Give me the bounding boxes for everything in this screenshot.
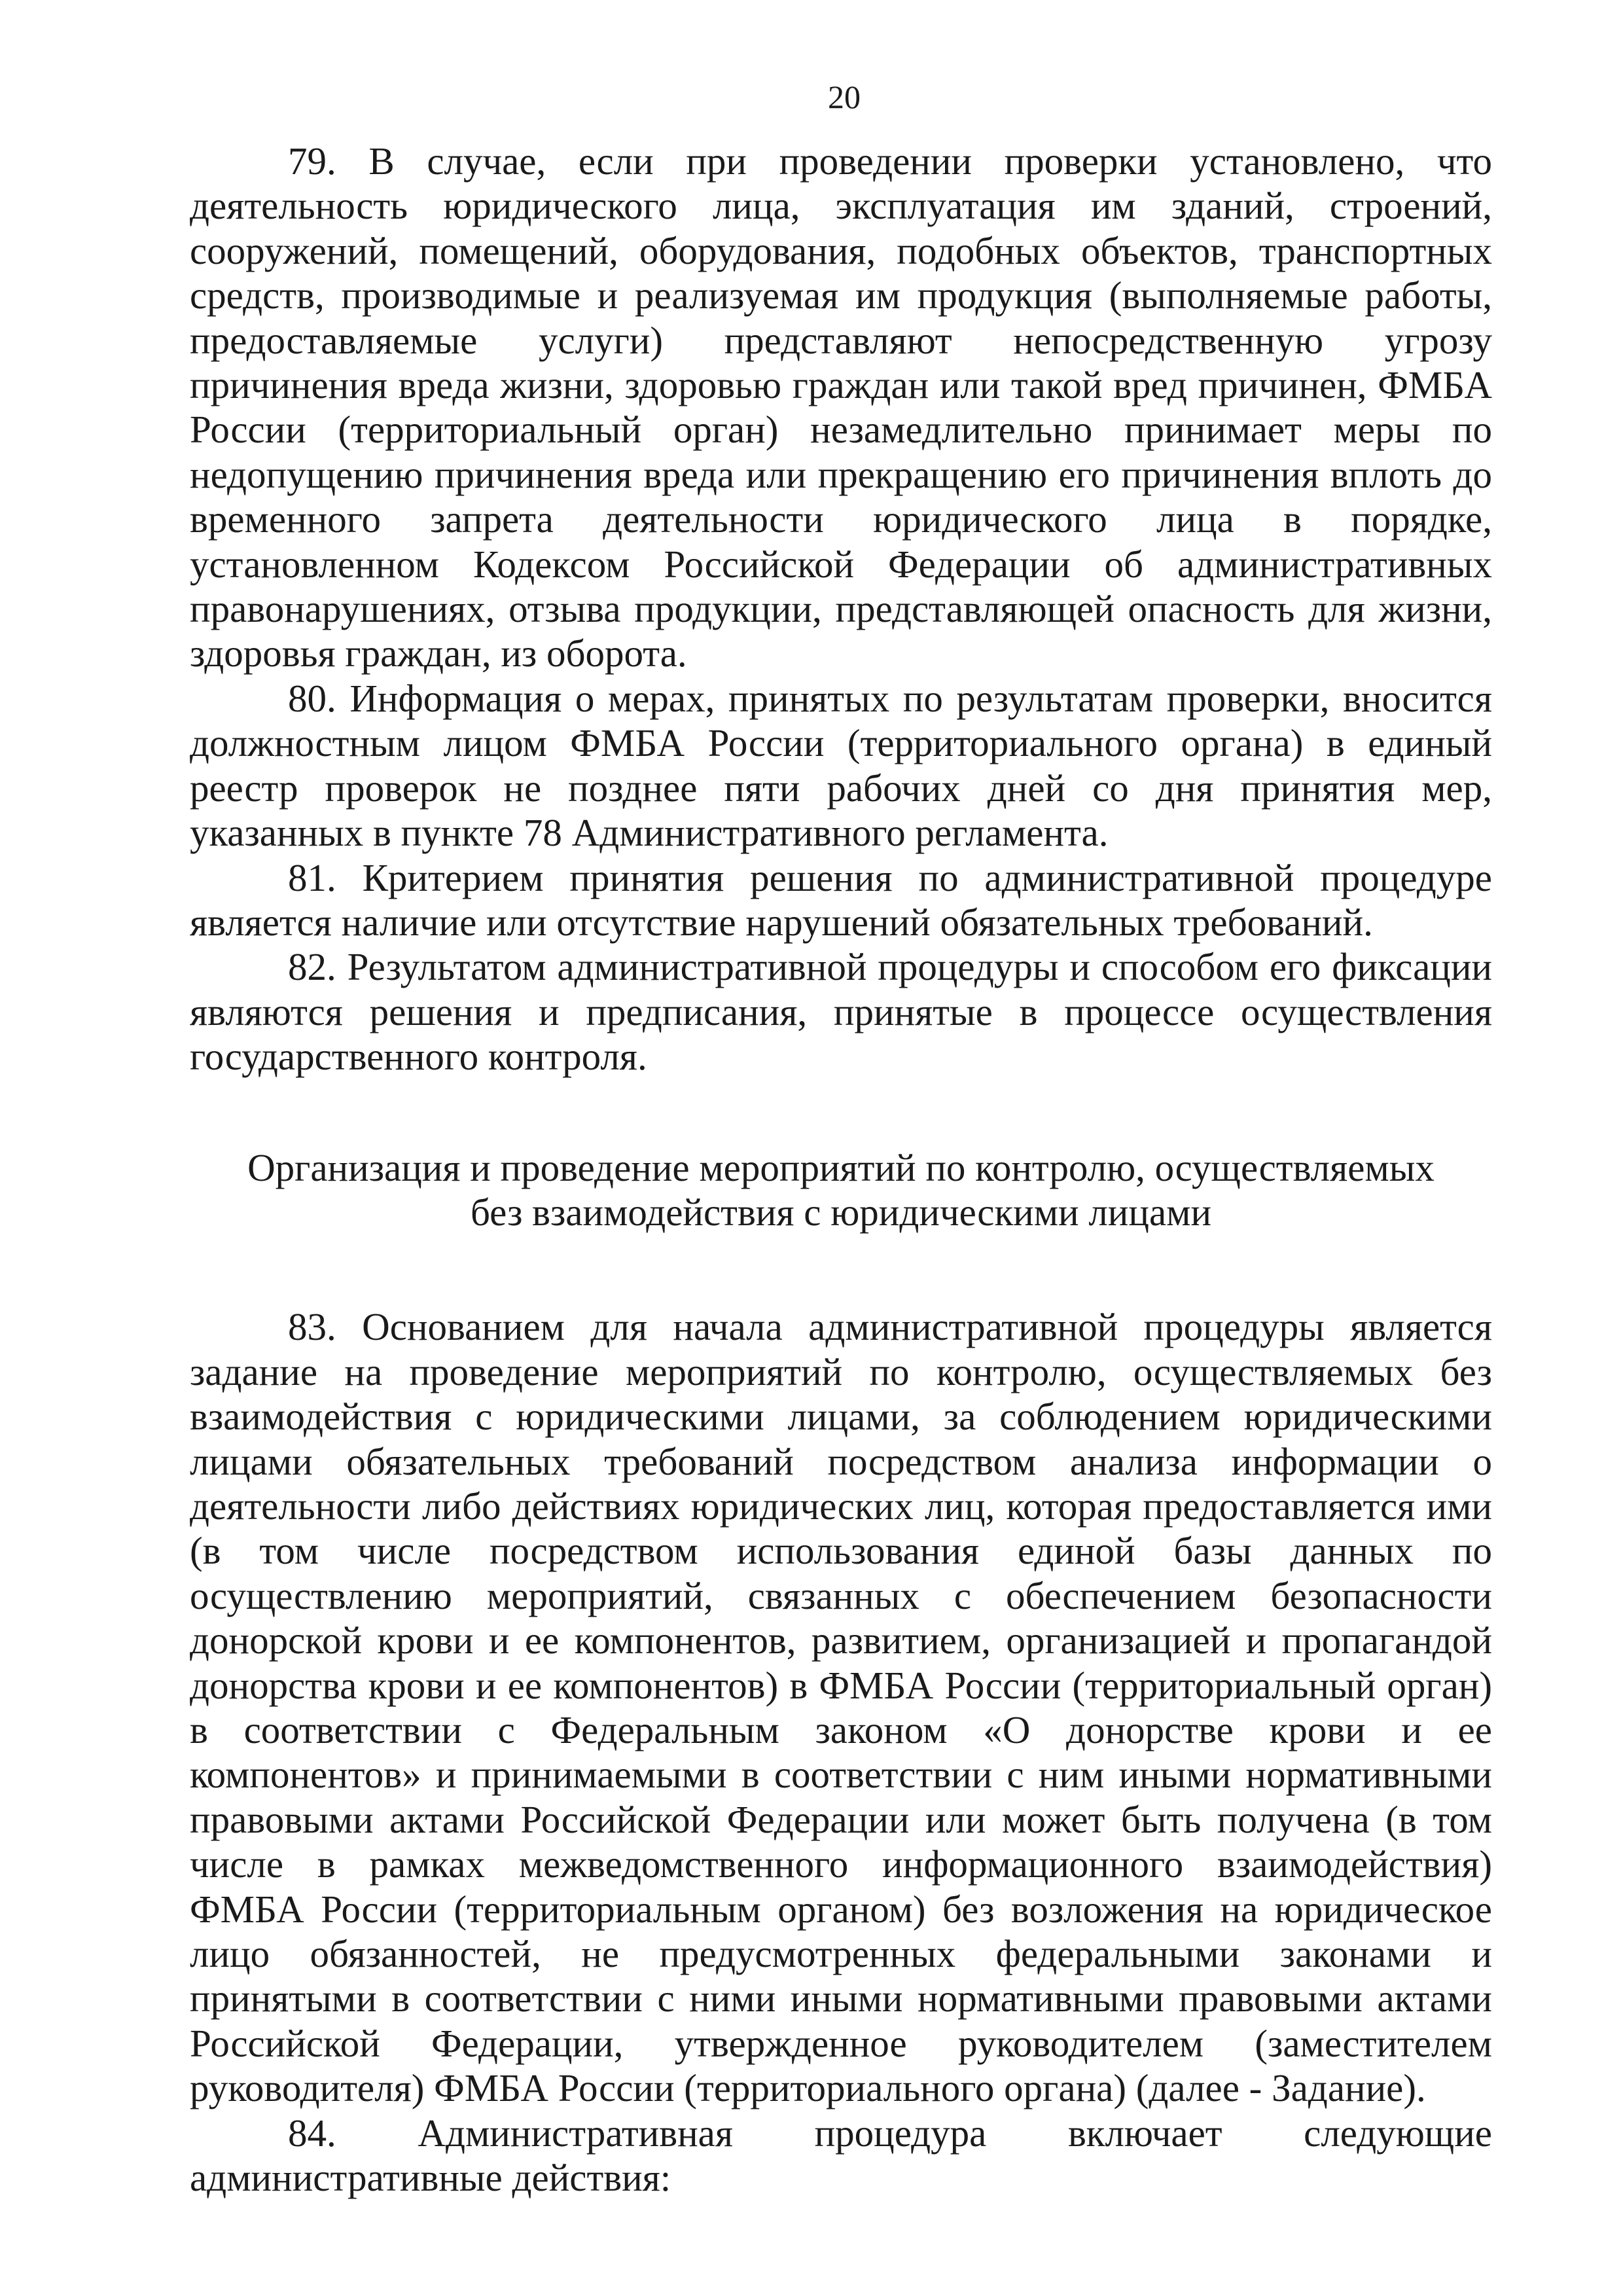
- paragraph-84: 84. Административная процедура включает следующие административные действия:: [190, 2111, 1492, 2200]
- paragraph-80: 80. Информация о мерах, принятых по результатам проверки, вносится должностным лицом ФМБА России (территориального органа) в единый реестр проверок не позднее пяти рабочих дней со дня принятия мер, указанных в пункте 78 Административного регламента.: [190, 676, 1492, 855]
- paragraph-82: 82. Результатом административной процедуры и способом его фиксации являются решения и предписания, принятые в процессе осуществления государственного контроля.: [190, 945, 1492, 1079]
- paragraph-81: 81. Критерием принятия решения по административной процедуре является наличие или отсутствие нарушений обязательных требований.: [190, 855, 1492, 944]
- page-number: 20: [828, 79, 861, 115]
- section-heading-line-2: без взаимодействия с юридическими лицами: [470, 1190, 1212, 1234]
- paragraph-79: 79. В случае, если при проведении проверки установлено, что деятельность юридического лица, эксплуатация им зданий, строений, сооружений, помещений, оборудования, подобных объектов, транспортных средств, производимые и реализуемая им продукция (выполняемые работы, предоставляемые услуги) представляют непосредственную угрозу причинения вреда жизни, здоровью граждан или такой вред причинен, ФМБА России (территориальный орган) незамедлительно принимает меры по недопущению причинения вреда или прекращению его причинения вплоть до временного запрета деятельности юридического лица в порядке, установленном Кодексом Российской Федерации об административных правонарушениях, отзыва продукции, представляющей опасность для жизни, здоровья граждан, из оборота.: [190, 139, 1492, 675]
- section-heading-line-1: Организация и проведение мероприятий по контролю, осуществляемых: [247, 1145, 1435, 1189]
- document-body: [190, 139, 1492, 2200]
- section-heading: [190, 1145, 1492, 1235]
- paragraph-83: 83. Основанием для начала административной процедуры является задание на проведение мероприятий по контролю, осуществляемых без взаимодействия с юридическими лицами, за соблюдением юридическими лицами обязательных требований посредством анализа информации о деятельности либо действиях юридических лиц, которая предоставляется ими (в том числе посредством использования единой базы данных по осуществлению мероприятий, связанных с обеспечением безопасности донорской крови и ее компонентов, развитием, организацией и пропагандой донорства крови и ее компонентов) в ФМБА России (территориальный орган) в соответствии с Федеральным законом «О донорстве крови и ее компонентов» и принимаемыми в соответствии с ним иными нормативными правовыми актами Российской Федерации или может быть получена (в том числе в рамках межведомственного информационного взаимодействия) ФМБА России (территориальным органом) без возложения на юридическое лицо обязанностей, не предусмотренных федеральными законами и принятыми в соответствии с ними иными нормативными правовыми актами Российской Федерации, утвержденное руководителем (заместителем руководителя) ФМБА России (территориального органа) (далее - Задание).: [190, 1305, 1492, 2110]
